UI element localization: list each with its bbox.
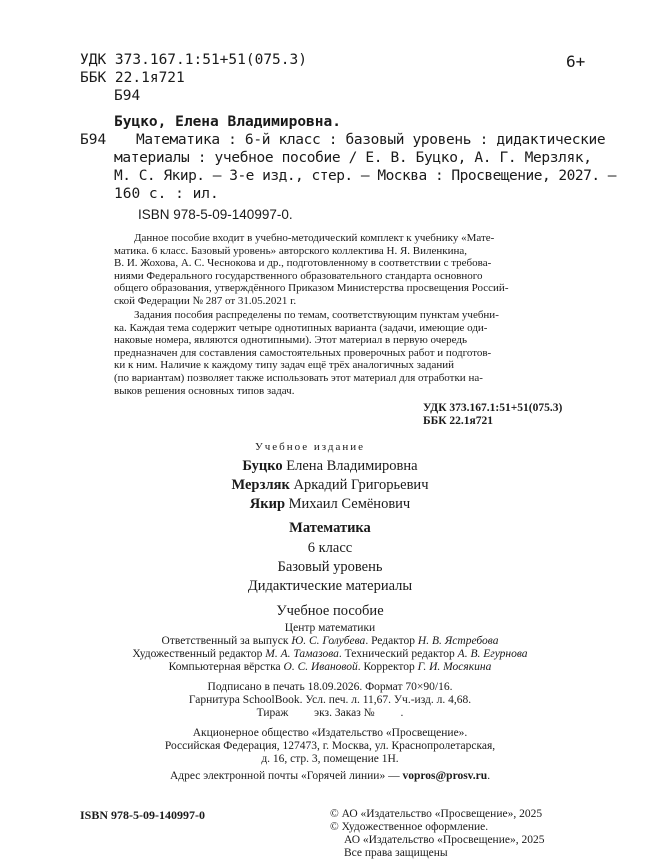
book-level: Базовый уровень xyxy=(277,559,383,575)
tech-label: . Технический редактор xyxy=(338,648,455,660)
book-kind: Учебное пособие xyxy=(276,603,384,619)
annotation-line: ниями Федерального государственного образовательного стандарта основного xyxy=(114,269,483,282)
catalog-author: Буцко, Елена Владимировна. xyxy=(114,114,341,130)
header-bbk: ББК 22.1я721 xyxy=(80,70,185,86)
email-link[interactable]: vopros@prosv.ru xyxy=(402,770,488,782)
author-line-3 xyxy=(170,496,490,513)
header-udk: УДК 373.167.1:51+51(075.3) xyxy=(80,52,307,68)
author-surname: Якир xyxy=(249,496,286,512)
annotation-line: Данное пособие входит в учебно-методический комплект к учебнику «Мате- xyxy=(134,232,495,244)
resp-label: Ответственный за выпуск xyxy=(161,635,289,647)
age-rating: 6+ xyxy=(566,52,586,71)
art-name: М. А. Тамазова xyxy=(265,648,339,660)
annotation-line: (по вариантам) позволяет также использовать этот материал для отработки на- xyxy=(114,371,483,384)
book-title: Математика xyxy=(289,520,371,536)
author-name: Аркадий Григорьевич xyxy=(289,477,429,493)
imprint-signed: Подписано в печать 18.09.2026. Формат 70×90/16. xyxy=(207,681,453,693)
layout-label: Компьютерная вёрстка xyxy=(168,661,281,673)
catalog-line-2: материалы : учебное пособие / Е. В. Буцко, А. Г. Мерзляк, xyxy=(114,150,592,166)
annotation-line: В. И. Жохова, А. С. Чеснокова и др., подготовленному в соответствии с требова- xyxy=(114,257,492,270)
corr-name: Г. И. Мосякина xyxy=(417,661,492,673)
annotation-line: ской Федерации № 287 от 31.05.2021 г. xyxy=(114,294,297,307)
catalog-line-4: 160 с. : ил. xyxy=(114,186,219,202)
author-line-2 xyxy=(170,477,490,494)
catalog-code: Б94 xyxy=(80,132,107,148)
resp-name: Ю. С. Голубева xyxy=(291,635,366,647)
footer-copyright-4: Все права защищены xyxy=(344,847,448,859)
author-surname: Буцко xyxy=(242,458,283,474)
annotation-line: ки к ним. Наличие к каждому типу задач ещё трёх аналогичных заданий xyxy=(114,359,455,372)
annotation-udk: УДК 373.167.1:51+51(075.3) xyxy=(423,402,563,414)
imprint-art xyxy=(40,648,620,660)
editor-name: Н. В. Ястребова xyxy=(417,635,499,647)
email-end: . xyxy=(487,770,491,782)
imprint-tirazh: Тираж экз. Заказ № . xyxy=(256,707,404,719)
imprint-publisher-1: Акционерное общество «Издательство «Просвещение». xyxy=(192,727,468,739)
footer-isbn: ISBN 978-5-09-140997-0 xyxy=(80,808,205,822)
imprint-layout xyxy=(40,661,620,673)
annotation-line: наковые номера, являются однотипными). Этот материал в первую очередь xyxy=(114,334,468,347)
annotation-line: ка. Каждая тема содержит четыре однотипных варианта (задачи, имеющие оди- xyxy=(114,321,488,334)
author-line-1 xyxy=(170,458,490,475)
imprint-publisher-2: Российская Федерация, 127473, г. Москва, ул. Краснопролетарская, xyxy=(164,740,496,752)
catalog-line-1: Математика : 6-й класс : базовый уровень : дидактические xyxy=(136,132,606,148)
book-grade: 6 класс xyxy=(307,540,353,556)
author-name: Елена Владимировна xyxy=(282,458,418,474)
annotation-line: матика. 6 класс. Базовый уровень» авторского коллектива Н. Я. Виленкина, xyxy=(114,244,468,257)
layout-name: О. С. Ивановой xyxy=(283,661,358,673)
email-label: Адрес электронной почты «Горячей линии» — xyxy=(169,770,403,782)
author-name: Михаил Семёнович xyxy=(285,496,411,512)
header-code: Б94 xyxy=(114,88,141,104)
catalog-isbn: ISBN 978-5-09-140997-0. xyxy=(138,207,293,222)
annotation-line: предназначен для составления самостоятельных проверочных работ и подготов- xyxy=(114,346,492,359)
footer-copyright-2: © Художественное оформление. xyxy=(330,821,489,833)
author-surname: Мерзляк xyxy=(231,477,290,493)
imprint-responsible xyxy=(40,635,620,647)
imprint-publisher-3: д. 16, стр. 3, помещение 1Н. xyxy=(261,753,399,765)
annotation-bbk: ББК 22.1я721 xyxy=(423,415,494,427)
edition-type: Учебное издание xyxy=(254,441,366,453)
footer-copyright-3: АО «Издательство «Просвещение», 2025 xyxy=(344,834,545,846)
annotation-paragraph-2 xyxy=(114,309,592,397)
catalog-line-3: М. С. Якир. — 3-е изд., стер. — Москва : Просвещение, 2027. — xyxy=(114,168,617,184)
imprint-font: Гарнитура SchoolBook. Усл. печ. л. 11,67. Уч.-изд. л. 4,68. xyxy=(188,694,472,706)
corr-label: . Корректор xyxy=(357,661,415,673)
editor-label: . Редактор xyxy=(365,635,416,647)
tech-name: А. В. Егурнова xyxy=(457,648,528,660)
book-materials: Дидактические материалы xyxy=(247,578,413,594)
annotation-paragraph-1 xyxy=(114,232,592,308)
annotation-line: выков решения основных типов задач. xyxy=(114,384,295,397)
footer-copyright-1: © АО «Издательство «Просвещение», 2025 xyxy=(330,808,543,820)
imprint-center: Центр математики xyxy=(284,622,376,634)
annotation-line: общего образования, утверждённого Приказом Министерства просвещения Россий- xyxy=(114,282,509,295)
art-label: Художественный редактор xyxy=(132,648,263,660)
imprint-email-line xyxy=(80,770,580,782)
annotation-line: Задания пособия распределены по темам, соответствующим пунктам учебни- xyxy=(134,309,499,321)
